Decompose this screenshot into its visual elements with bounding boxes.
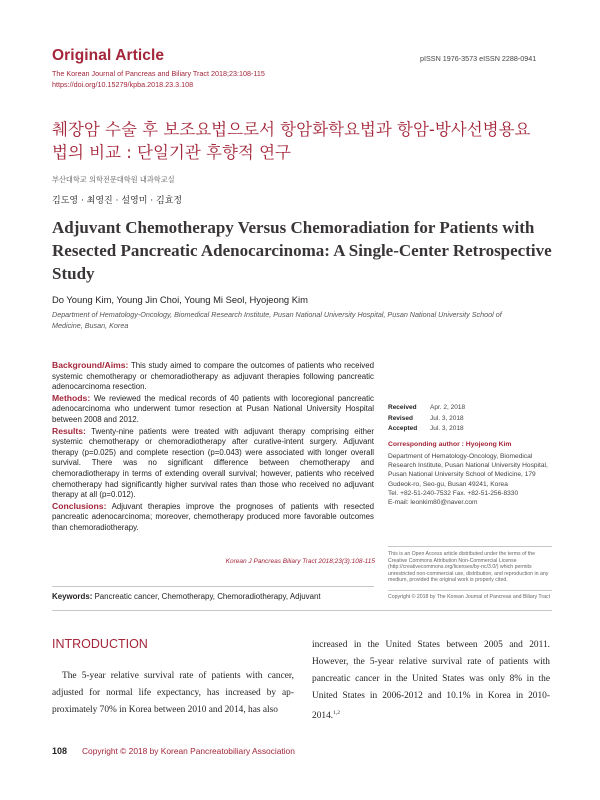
abstract-citation: Korean J Pancreas Biliary Tract 2018;23(3):108-115 xyxy=(225,558,375,565)
korean-affiliation: 부산대학교 의학전문대학원 내과학교실 xyxy=(52,175,175,184)
footer-copyright: Copyright © 2018 by Korean Pancreatobiliary Association xyxy=(82,746,295,756)
side-divider xyxy=(388,546,552,547)
keywords-divider xyxy=(52,586,374,587)
received-date: Apr. 2, 2018 xyxy=(430,404,466,411)
korean-title: 췌장암 수술 후 보조요법으로서 항암화학요법과 항암-방사선병용요법의 비교 : 단일기관 후향적 연구 xyxy=(52,120,531,162)
received-label: Received xyxy=(388,404,417,411)
english-authors: Do Young Kim, Young Jin Choi, Young Mi Seol, Hyojeong Kim xyxy=(52,294,308,305)
page-number: 108 xyxy=(52,746,68,756)
received-row xyxy=(388,403,465,414)
background-label: Background/Aims: xyxy=(52,360,129,370)
abstract xyxy=(52,360,374,534)
keywords-label: Keywords: xyxy=(52,592,93,601)
english-title: Adjuvant Chemotherapy Versus Chemoradiation for Patients with Resected Pancreatic Adenocarcinoma: A Single-Center Retrospective Study xyxy=(52,218,552,283)
introduction-right-column xyxy=(312,637,550,725)
revised-row xyxy=(388,414,465,425)
background-text: This study aimed to compare the outcomes of patients who received systemic chemotherapy or chemoradiotherapy as adjuvant therapies following pancreatic adenocarcinoma resection. xyxy=(52,361,374,392)
corresponding-email[interactable]: E-mail: leonkim80@naver.com xyxy=(388,499,478,507)
accepted-date: Jul. 3, 2018 xyxy=(430,425,464,432)
side-divider-2 xyxy=(388,590,552,591)
accepted-row xyxy=(388,424,465,435)
abstract-results xyxy=(52,426,374,501)
results-text: Twenty-nine patients were treated with adjuvant therapy comprising either systemic chemotherapy or chemoradiotherapy after curative-intent surgery. Adjuvant therapy (p=0.025) and complete resection (p=0.043) were associated with longer overall survival. There was no significant difference between chemotherapy and chemoradiotherapy in terms of extending overall survival; however, patients who received chemotherapy had significantly higher survival rates than those who received no adjuvant therapy at all (p=0.012). xyxy=(52,426,374,500)
results-label: Results: xyxy=(52,425,86,436)
doi-link[interactable]: https://doi.org/10.15279/kpba.2018.23.3.108 xyxy=(52,80,194,89)
english-affiliation: Department of Hematology-Oncology, Biomedical Research Institute, Pusan National University Hospital, Pusan National University School of Medicine, Busan, Korea xyxy=(52,310,502,330)
conclusions-text: Adjuvant therapies improve the prognoses of patients with resected pancreatic adenocarcinoma; moreover, chemotherapy produced more favorable outcomes than chemoradiotherapy. xyxy=(52,501,374,532)
reference-superscript[interactable]: 1,2 xyxy=(333,710,340,716)
corresponding-address: Department of Hematology-Oncology, Biomedical Research Institute, Pusan National University Hospital, Pusan National University School of Medicine, 179 Gudeok-ro, Seo-gu, Busan 49241, Korea xyxy=(388,453,548,488)
conclusions-label: Conclusions: xyxy=(52,500,107,511)
corresponding-phone: Tel. +82-51-240-7532 Fax. +82-51-256-8330 xyxy=(388,489,519,497)
introduction-heading: INTRODUCTION xyxy=(52,637,148,651)
revised-label: Revised xyxy=(388,414,413,422)
corresponding-author-heading: Corresponding author : Hyojeong Kim xyxy=(388,441,512,448)
open-access-note: This is an Open Access article distributed under the terms of the Creative Commons Attribution Non-Commercial License (http://creativecommons.org/licenses/by-nc/3.0/) which permits unrestricted non-commercial use, distribution, and reproduction in any medium, provided the original work is properly cited. xyxy=(388,551,549,584)
revised-date: Jul. 3, 2018 xyxy=(430,414,464,422)
issn: pISSN 1976-3573 eISSN 2288-0941 xyxy=(420,54,537,63)
keywords-text: Pancreatic cancer, Chemotherapy, Chemoradiotherapy, Adjuvant xyxy=(92,592,321,601)
section-divider xyxy=(52,610,552,611)
article-type: Original Article xyxy=(52,47,165,64)
corresponding-author-details xyxy=(388,452,550,507)
introduction-right-text: increased in the United States between 2005 and 2011. However, the 5-year relative survival rate of patients with pancreatic cancer in the United States was only 8% in the United States in 2006-2012 and 10.1% in Korea in 2010-2014. xyxy=(312,640,550,722)
methods-label: Methods: xyxy=(52,392,91,403)
side-copyright: Copyright © 2018 by The Korean Journal of Pancreas and Biliary Tract xyxy=(388,594,551,600)
abstract-conclusions xyxy=(52,501,374,534)
abstract-methods xyxy=(52,393,374,426)
korean-authors: 김도영 · 최영진 · 설영미 · 김효정 xyxy=(52,196,183,206)
methods-text: We reviewed the medical records of 40 patients with locoregional pancreatic adenocarcinoma who underwent tumor resection at Pusan National University Hospital between 2008 and 2012. xyxy=(52,393,374,424)
article-dates xyxy=(388,403,465,435)
accepted-label: Accepted xyxy=(388,425,418,432)
keywords xyxy=(52,592,321,601)
introduction-left-column: The 5-year relative survival rate of patients with cancer, adjusted for normal life expectancy, has increased by ap-proximately 70% in Korea between 2010 and 2014, has also xyxy=(52,671,294,715)
abstract-background xyxy=(52,360,374,393)
journal-citation: The Korean Journal of Pancreas and Biliary Tract 2018;23:108-115 xyxy=(52,69,265,78)
